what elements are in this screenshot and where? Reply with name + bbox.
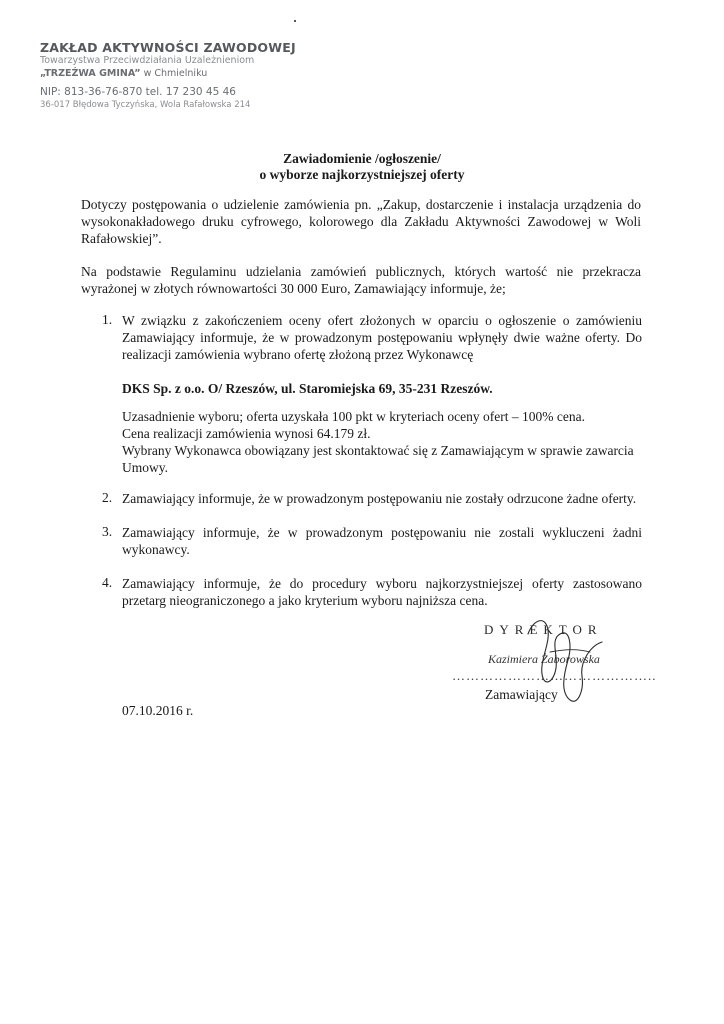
price-line: Cena realizacji zamówienia wynosi 64.179 zł. [122,426,371,441]
item-number-4: 4. [102,575,113,590]
signature-label: Zamawiający [485,687,558,702]
gmina-name: „TRZEŹWA GMINA” [40,68,141,79]
item-text-1: W związku z zakończeniem oceny ofert złożonych w oparciu o ogłoszenie o zamówieniu Zamawiający informuje, że w prowadzonym postępowaniu wpłynęły dwie ważne oferty. Do realizacji zamówienia wybrano ofertę złożoną przez Wykonawcę [122,313,642,362]
scan-speck [294,20,296,22]
gmina-line [40,67,280,80]
item-text-4: Zamawiający informuje, że do procedury wyboru najkorzystniejszej oferty zastosowano przetarg nieograniczonego a jako kryterium wyboru najniższa cena. [122,576,642,608]
justification-line: Uzasadnienie wyboru; oferta uzyskała 100 pkt w kryteriach oceny ofert – 100% cena. [122,409,585,424]
intro-paragraph-1: Dotyczy postępowania o udzielenie zamówienia pn. „Zakup, dostarczenie i instalacja urządzenia do wysokonakładowego druku cyfrowego, kolorowego dla Zakładu Aktywności Zawodowej w Woli Rafałowskiej”. [81,197,641,246]
society-name: Towarzystwa Przeciwdziałania Uzależnieniom [40,55,255,66]
handwritten-signature [520,612,610,712]
item-1-details [122,408,642,476]
contact-line: Wybrany Wykonawca obowiązany jest skontaktować się z Zamawiającym w sprawie zawarcia Umowy. [122,443,634,475]
item-text-2: Zamawiający informuje, że w prowadzonym postępowaniu nie zostały odrzucone żadne oferty. [122,491,637,506]
signature-dotted-line: …………………………………….. [452,668,657,683]
item-number-3: 3. [102,524,113,539]
doc-title-line2: o wyborze najkorzystniejszej oferty [259,167,465,182]
doc-title-line1: Zawiadomienie /ogłoszenie/ [283,151,441,166]
item-text-3: Zamawiający informuje, że w prowadzonym postępowaniu nie zostali wykluczeni żadni wykonawcy. [122,525,642,557]
director-stamp: DYREKTOR [484,622,603,637]
org-name: ZAKŁAD AKTYWNOŚCI ZAWODOWEJ [40,40,296,55]
contractor-line: DKS Sp. z o.o. O/ Rzeszów, ul. Staromiejska 69, 35-231 Rzeszów. [122,381,493,396]
nip-tel: NIP: 813-36-76-870 tel. 17 230 45 46 [40,86,236,98]
letterhead-stamp [40,40,296,111]
item-number-1: 1. [102,312,113,327]
item-number-2: 2. [102,490,113,505]
document-date: 07.10.2016 r. [122,703,194,718]
org-address: 36-017 Błędowa Tyczyńska, Wola Rafałowska 214 [40,100,251,110]
intro-paragraph-2: Na podstawie Regulaminu udzielania zamówień publicznych, których wartość nie przekracza wyrażonej w złotych równowartości 30 000 Euro, Zamawiający informuje, że; [81,264,641,296]
gmina-location: w Chmielniku [140,68,208,79]
director-name-stamp: Kazimiera Żaborowska [488,652,600,666]
